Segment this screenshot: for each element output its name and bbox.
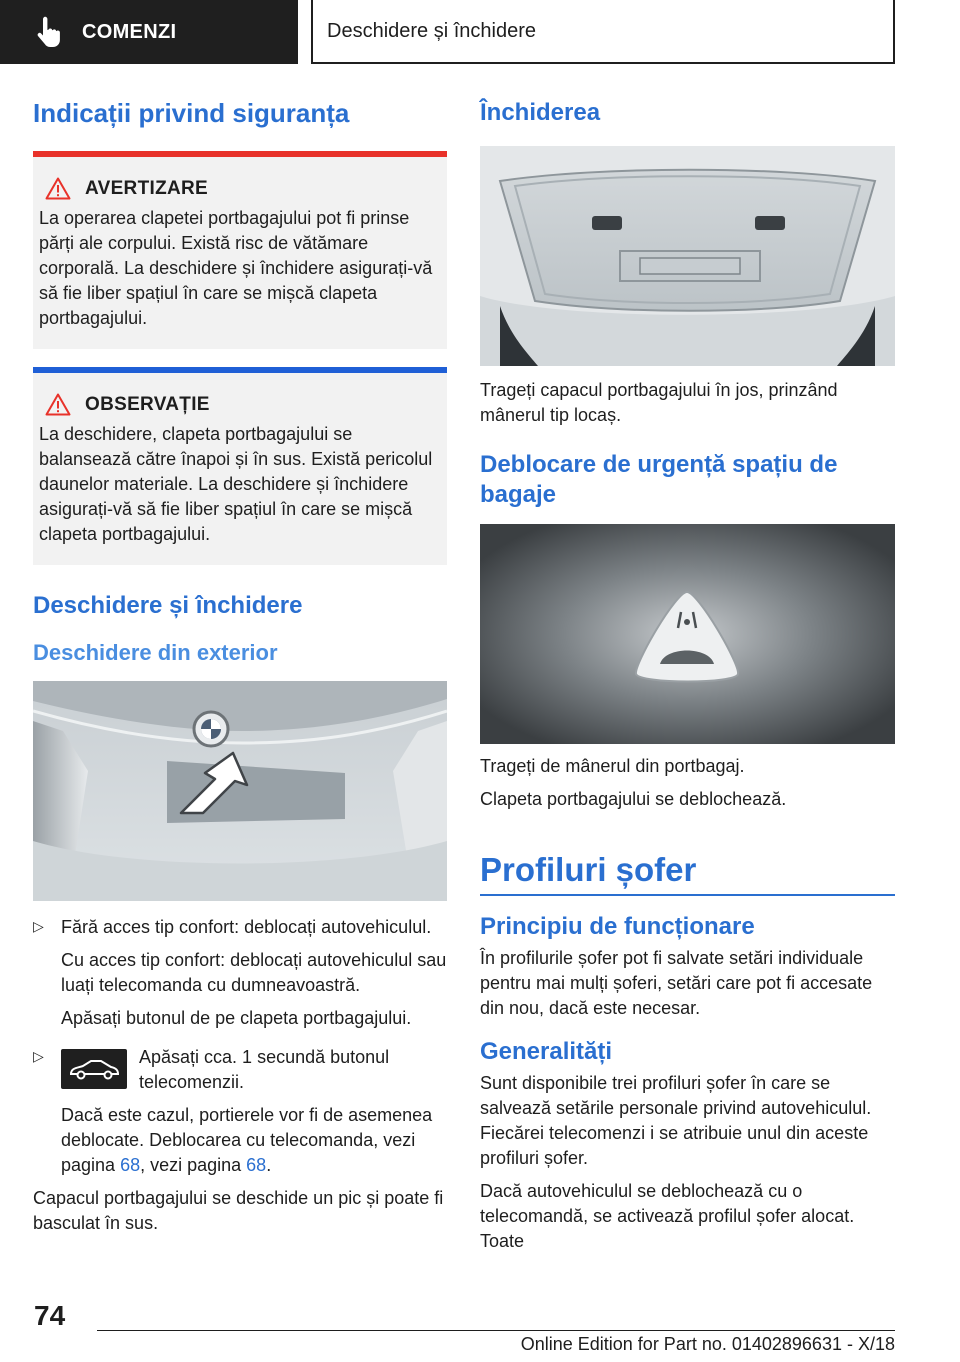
emergency-heading: Deblocare de urgență spațiu de bagaje <box>480 451 838 508</box>
exterior-heading: Deschidere din exterior <box>33 640 278 666</box>
list-item-open-2 <box>33 1045 447 1178</box>
list-text: Apăsați butonul de pe clapeta portbagajului. <box>61 1007 412 1028</box>
emergency-release-handle-image <box>480 524 895 744</box>
hand-press-icon <box>34 16 64 48</box>
warning-label: AVERTIZARE <box>85 177 208 199</box>
chapter-tab[interactable] <box>0 0 298 64</box>
safety-heading: Indicații privind siguranța <box>33 98 350 128</box>
list-item-open-1 <box>33 915 447 1031</box>
open-result-text: Capacul portbagajului se deschide un pic și poate fi basculat în sus. <box>33 1187 444 1233</box>
trunk-lid-inside-image <box>480 146 895 366</box>
list-text: Dacă este cazul, portierele vor fi de asemenea deblocate. Deblocarea cu telecomanda, vezi pagina 68, vezi pagina 68. <box>61 1104 433 1175</box>
trunk-exterior-image <box>33 681 447 901</box>
emergency-step-text: Trageți de mânerul din portbagaj. <box>480 756 745 776</box>
note-label: OBSERVAȚIE <box>85 393 210 415</box>
general-text: Dacă autovehiculul se deblochează cu o telecomandă, se activează profilul șofer alocat. Toate <box>480 1180 855 1251</box>
warning-box <box>33 151 447 349</box>
page-link-68[interactable]: 68 <box>246 1154 267 1175</box>
edition-text: Online Edition for Part no. 01402896631 - X/18 <box>520 1334 895 1354</box>
note-box <box>33 367 447 565</box>
general-text: Sunt disponibile trei profiluri șofer în care se salvează setările personale privind autovehiculul. Fiecărei telecomenzi i se atribuie unul din aceste profiluri șofer. <box>480 1072 872 1168</box>
general-heading: Generalități <box>480 1037 613 1065</box>
caution-triangle-icon <box>45 393 71 416</box>
section-header <box>311 0 895 64</box>
left-column <box>33 98 447 1236</box>
driver-profiles-heading: Profiluri șofer <box>480 851 697 888</box>
page-link-68[interactable]: 68 <box>120 1154 141 1175</box>
list-marker: ▷ <box>33 917 44 934</box>
closing-text: Trageți capacul portbagajului în jos, prinzând mânerul tip locaș. <box>480 380 838 425</box>
note-text: La deschidere, clapeta portbagajului se balansează către înapoi și în sus. Există pericolul daunelor materiale. La deschidere și închidere asigurați-vă să fie liber spațiul în care se mișcă clapeta portbagajului. <box>39 424 433 545</box>
list-text: Apăsați cca. 1 secundă butonul telecomenzii. <box>139 1046 390 1092</box>
open-close-heading: Deschidere și închidere <box>33 592 303 620</box>
principle-heading: Principiu de funcționare <box>480 912 755 940</box>
list-marker: ▷ <box>33 1047 44 1064</box>
heading-rule <box>480 894 895 896</box>
warning-triangle-icon <box>45 177 71 200</box>
list-text: Fără acces tip confort: deblocați autovehiculul. <box>61 916 432 937</box>
section-title: Deschidere și închidere <box>327 19 536 42</box>
chapter-title: COMENZI <box>82 20 177 43</box>
remote-trunk-button-icon <box>61 1049 127 1089</box>
principle-text: În profilurile șofer pot fi salvate setări individuale pentru mai mulți șoferi, setări care pot fi accesate din nou, dacă este necesar. <box>480 947 873 1018</box>
list-text: Cu acces tip confort: deblocați autovehiculul sau luați telecomanda cu dumneavoastră. <box>61 949 447 995</box>
emergency-result-text: Clapeta portbagajului se deblochează. <box>480 789 787 809</box>
right-column <box>480 98 895 1254</box>
footer-rule <box>97 1330 895 1331</box>
warning-text: La operarea clapetei portbagajului pot fi prinse părți ale corpului. Există risc de vătămare corporală. La deschidere și închidere asigurați-vă să fie liber spațiul în care se mișcă clapeta portbagajului. <box>39 208 433 329</box>
closing-heading: Închiderea <box>480 99 601 126</box>
page-number: 74 <box>34 1300 66 1331</box>
